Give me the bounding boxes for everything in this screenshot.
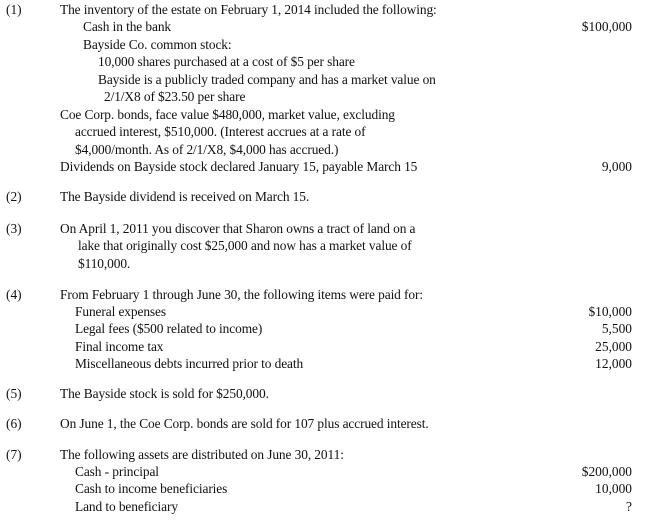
amount: 10,000 (595, 481, 632, 496)
item-text: Coe Corp. bonds, face value $480,000, market value, excluding (60, 107, 395, 122)
item-number: (2) (6, 189, 22, 204)
item-number: (4) (6, 287, 22, 302)
item-text: Cash to income beneficiaries (75, 481, 228, 496)
item-text: Cash - principal (75, 464, 159, 479)
item-number: (5) (6, 386, 22, 401)
item-text: The inventory of the estate on February 1, 2014 included the following: (60, 2, 437, 17)
item-text: 10,000 shares purchased at a cost of $5 per share (98, 54, 355, 69)
amount: ? (626, 499, 632, 514)
item-text: accrued interest, $510,000. (Interest accrues at a rate of (75, 124, 366, 139)
item-number: (7) (6, 447, 22, 462)
item-text: Bayside Co. common stock: (83, 37, 232, 52)
item-text: The Bayside stock is sold for $250,000. (60, 386, 269, 401)
item-text: Final income tax (75, 339, 164, 354)
item-text: Dividends on Bayside stock declared January 15, payable March 15 (60, 159, 418, 174)
item-text: The Bayside dividend is received on March 15. (60, 189, 310, 204)
amount: 25,000 (595, 339, 632, 354)
item-text: Cash in the bank (83, 19, 172, 34)
item-text: On June 1, the Coe Corp. bonds are sold for 107 plus accrued interest. (60, 416, 429, 431)
item-text: Miscellaneous debts incurred prior to death (75, 356, 304, 371)
item-text: $4,000/month. As of 2/1/X8, $4,000 has accrued.) (75, 142, 339, 157)
item-text: lake that originally cost $25,000 and now has a market value of (78, 238, 412, 253)
item-text: Funeral expenses (75, 304, 166, 319)
item-text: 2/1/X8 of $23.50 per share (104, 89, 246, 104)
amount: $200,000 (581, 464, 632, 479)
amount: 5,500 (601, 321, 632, 336)
item-number: (3) (6, 221, 22, 236)
item-text: Legal fees ($500 related to income) (75, 321, 263, 336)
item-text: The following assets are distributed on June 30, 2011: (60, 447, 344, 462)
item-text: From February 1 through June 30, the following items were paid for: (60, 287, 423, 302)
amount: $10,000 (588, 304, 632, 319)
amount: $100,000 (581, 19, 632, 34)
item-number: (1) (6, 2, 22, 17)
item-number: (6) (6, 416, 22, 431)
amount: 9,000 (601, 159, 632, 174)
item-text: Land to beneficiary (75, 499, 178, 514)
item-text: On April 1, 2011 you discover that Sharon owns a tract of land on a (60, 221, 416, 236)
item-text: Bayside is a publicly traded company and has a market value on (98, 72, 436, 87)
item-text: $110,000. (78, 256, 131, 271)
amount: 12,000 (595, 356, 632, 371)
